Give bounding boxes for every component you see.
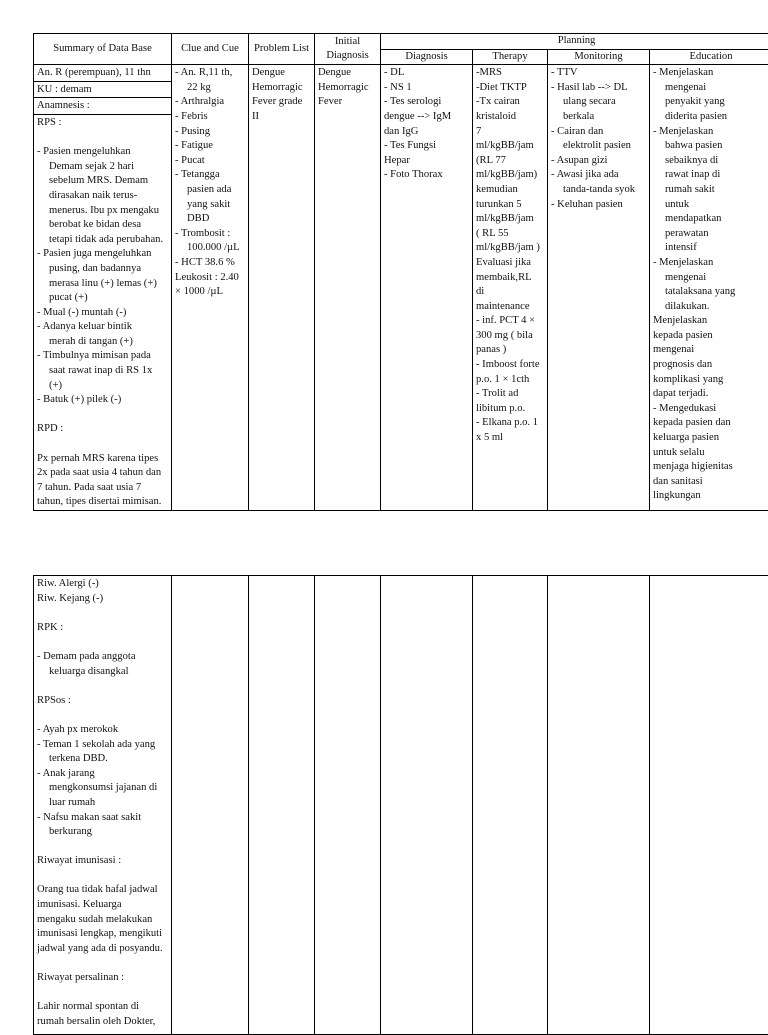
header-monitoring: Monitoring: [548, 49, 650, 65]
text-line: [37, 869, 168, 884]
text-line: II: [252, 110, 311, 125]
text-line: imunisasi. Keluarga: [37, 898, 168, 913]
text-line: - Keluhan pasien: [551, 198, 646, 213]
text-line: - Foto Thorax: [384, 168, 469, 183]
text-line: 7: [476, 125, 544, 140]
text-line: penyakit yang: [653, 95, 768, 110]
text-line: - Nafsu makan saat sakit: [37, 811, 168, 826]
text-line: - Trolit ad: [476, 387, 544, 402]
text-line: - HCT 38.6 %: [175, 256, 245, 271]
text-line: diderita pasien: [653, 110, 768, 125]
therapy-cell-continued: [473, 576, 548, 1035]
clue-cell: [172, 65, 249, 511]
header-diagnosis: Diagnosis: [381, 49, 473, 65]
text-line: [37, 635, 168, 650]
text-line: berobat ke bidan desa: [37, 218, 168, 233]
text-line: keluarga pasien: [653, 431, 768, 446]
text-line: dengue --> IgM: [384, 110, 469, 125]
text-line: RPD :: [37, 422, 168, 437]
text-line: - Awasi jika ada: [551, 168, 646, 183]
text-line: Menjelaskan: [653, 314, 768, 329]
text-line: -MRS: [476, 66, 544, 81]
text-line: membaik,RL: [476, 271, 544, 286]
text-line: - Fatigue: [175, 139, 245, 154]
text-line: dan sanitasi: [653, 475, 768, 490]
text-line: Dengue: [318, 66, 377, 81]
text-line: Dengue: [252, 66, 311, 81]
text-line: [37, 708, 168, 723]
header-education: Education: [650, 49, 768, 65]
text-line: merasa linu (+) lemas (+): [37, 277, 168, 292]
text-line: terkena DBD.: [37, 752, 168, 767]
text-line: Hemorragic: [252, 81, 311, 96]
problem-cell-continued: [249, 576, 315, 1035]
text-line: Leukosit : 2.40: [175, 271, 245, 286]
text-line: ( RL 55: [476, 227, 544, 242]
problem-cell: [249, 65, 315, 511]
diagnosis-cell: [381, 65, 473, 511]
text-line: Fever: [318, 95, 377, 110]
text-line: imunisasi lengkap, mengikuti: [37, 927, 168, 942]
text-line: merah di tangan (+): [37, 335, 168, 350]
text-line: dilakukan.: [653, 300, 768, 315]
text-line: - Timbulnya mimisan pada: [37, 349, 168, 364]
text-line: mengaku sudah melakukan: [37, 913, 168, 928]
text-line: yang sakit: [175, 198, 245, 213]
assessment-table: [33, 33, 768, 511]
text-line: intensif: [653, 241, 768, 256]
text-line: - Tes serologi: [384, 95, 469, 110]
text-line: - Teman 1 sekolah ada yang: [37, 738, 168, 753]
text-line: (+): [37, 379, 168, 394]
text-line: Px pernah MRS karena tipes: [37, 452, 168, 467]
text-line: pasien ada: [175, 183, 245, 198]
text-line: mendapatkan: [653, 212, 768, 227]
text-line: 300 mg ( bila: [476, 329, 544, 344]
initial-diagnosis-cell: [315, 65, 381, 511]
text-line: - Trombosit :: [175, 227, 245, 242]
text-line: panas ): [476, 343, 544, 358]
text-line: - Anak jarang: [37, 767, 168, 782]
text-line: - Mual (-) muntah (-): [37, 306, 168, 321]
text-line: menerus. Ibu px mengaku: [37, 204, 168, 219]
text-line: - Tes Fungsi: [384, 139, 469, 154]
text-line: 7 tahun. Pada saat usia 7: [37, 481, 168, 496]
text-line: mengenai: [653, 271, 768, 286]
header-initial-diagnosis: Initial Diagnosis: [315, 34, 381, 65]
text-line: RPS :: [37, 116, 168, 131]
text-line: mengenai: [653, 343, 768, 358]
clue-cell-continued: [172, 576, 249, 1035]
text-line: - TTV: [551, 66, 646, 81]
text-line: berkala: [551, 110, 646, 125]
text-line: - Arthralgia: [175, 95, 245, 110]
summary-ku: KU : demam: [34, 81, 172, 98]
text-line: rumah bersalin oleh Dokter,: [37, 1015, 168, 1030]
text-line: - Demam pada anggota: [37, 650, 168, 665]
text-line: - Tetangga: [175, 168, 245, 183]
text-line: - Pasien mengeluhkan: [37, 145, 168, 160]
summary-history-continued: [34, 576, 172, 1035]
text-line: DBD: [175, 212, 245, 227]
text-line: Riwayat imunisasi :: [37, 854, 168, 869]
text-line: ml/kgBB/jam: [476, 139, 544, 154]
diagnosis-cell-continued: [381, 576, 473, 1035]
text-line: untuk selalu: [653, 446, 768, 461]
text-line: di: [476, 285, 544, 300]
education-cell-continued: [650, 576, 768, 1035]
initial-cell-continued: [315, 576, 381, 1035]
text-line: Riwayat persalinan :: [37, 971, 168, 986]
text-line: - Adanya keluar bintik: [37, 320, 168, 335]
text-line: [37, 956, 168, 971]
text-line: libitum p.o.: [476, 402, 544, 417]
text-line: × 1000 /µL: [175, 285, 245, 300]
text-line: dapat terjadi.: [653, 387, 768, 402]
text-line: [37, 986, 168, 1001]
text-line: tetapi tidak ada perubahan.: [37, 233, 168, 248]
summary-anamnesis: Anamnesis :: [34, 98, 172, 115]
text-line: - NS 1: [384, 81, 469, 96]
text-line: rawat inap di: [653, 168, 768, 183]
text-line: bahwa pasien: [653, 139, 768, 154]
text-line: 22 kg: [175, 81, 245, 96]
text-line: -Diet TKTP: [476, 81, 544, 96]
text-line: keluarga disangkal: [37, 665, 168, 680]
text-line: [37, 437, 168, 452]
text-line: ml/kgBB/jam ): [476, 241, 544, 256]
text-line: prognosis dan: [653, 358, 768, 373]
text-line: 100.000 /µL: [175, 241, 245, 256]
text-line: sebelum MRS. Demam: [37, 174, 168, 189]
text-line: - An. R,11 th,: [175, 66, 245, 81]
text-line: kepada pasien dan: [653, 416, 768, 431]
text-line: - Asupan gizi: [551, 154, 646, 169]
text-line: kemudian: [476, 183, 544, 198]
text-line: - Elkana p.o. 1: [476, 416, 544, 431]
text-line: - DL: [384, 66, 469, 81]
text-line: Lahir normal spontan di: [37, 1000, 168, 1015]
text-line: Riw. Kejang (-): [37, 592, 168, 607]
text-line: lingkungan: [653, 489, 768, 504]
text-line: 2x pada saat usia 4 tahun dan: [37, 466, 168, 481]
text-line: kepada pasien: [653, 329, 768, 344]
summary-patient: An. R (perempuan), 11 thn: [34, 65, 172, 82]
text-line: saat rawat inap di RS 1x: [37, 364, 168, 379]
text-line: - Hasil lab --> DL: [551, 81, 646, 96]
text-line: luar rumah: [37, 796, 168, 811]
text-line: Hepar: [384, 154, 469, 169]
text-line: Evaluasi jika: [476, 256, 544, 271]
text-line: - inf. PCT 4 ×: [476, 314, 544, 329]
text-line: - Imboost forte: [476, 358, 544, 373]
therapy-cell: [473, 65, 548, 511]
text-line: komplikasi yang: [653, 373, 768, 388]
text-line: maintenance: [476, 300, 544, 315]
text-line: [37, 679, 168, 694]
text-line: pusing, dan badannya: [37, 262, 168, 277]
education-cell: [650, 65, 768, 511]
text-line: - Pasien juga mengeluhkan: [37, 247, 168, 262]
text-line: tatalaksana yang: [653, 285, 768, 300]
text-line: elektrolit pasien: [551, 139, 646, 154]
text-line: ml/kgBB/jam): [476, 168, 544, 183]
text-line: -Tx cairan: [476, 95, 544, 110]
text-line: tanda-tanda syok: [551, 183, 646, 198]
text-line: sebaiknya di: [653, 154, 768, 169]
text-line: ulang secara: [551, 95, 646, 110]
text-line: (RL 77: [476, 154, 544, 169]
text-line: turunkan 5: [476, 198, 544, 213]
text-line: tahun, tipes disertai mimisan.: [37, 495, 168, 510]
text-line: perawatan: [653, 227, 768, 242]
text-line: dirasakan naik terus-: [37, 189, 168, 204]
text-line: Fever grade: [252, 95, 311, 110]
header-clue: Clue and Cue: [172, 34, 249, 65]
header-planning: Planning: [381, 34, 768, 50]
monitoring-cell: [548, 65, 650, 511]
text-line: - Menjelaskan: [653, 125, 768, 140]
text-line: - Mengedukasi: [653, 402, 768, 417]
text-line: - Pucat: [175, 154, 245, 169]
text-line: [37, 131, 168, 146]
text-line: - Febris: [175, 110, 245, 125]
text-line: p.o. 1 × 1cth: [476, 373, 544, 388]
text-line: mengkonsumsi jajanan di: [37, 781, 168, 796]
text-line: berkurang: [37, 825, 168, 840]
summary-rps-rpd: [34, 114, 172, 510]
text-line: menjaga higienitas: [653, 460, 768, 475]
text-line: ml/kgBB/jam: [476, 212, 544, 227]
text-line: x 5 ml: [476, 431, 544, 446]
text-line: jadwal yang ada di posyandu.: [37, 942, 168, 957]
text-line: - Ayah px merokok: [37, 723, 168, 738]
text-line: Hemorragic: [318, 81, 377, 96]
monitoring-cell-continued: [548, 576, 650, 1035]
text-line: - Pusing: [175, 125, 245, 140]
text-line: Orang tua tidak hafal jadwal: [37, 883, 168, 898]
text-line: [37, 840, 168, 855]
text-line: RPSos :: [37, 694, 168, 709]
text-line: [37, 408, 168, 423]
header-problem-list: Problem List: [249, 34, 315, 65]
text-line: Riw. Alergi (-): [37, 577, 168, 592]
assessment-table-continued: [33, 575, 768, 1035]
text-line: - Batuk (+) pilek (-): [37, 393, 168, 408]
text-line: rumah sakit: [653, 183, 768, 198]
text-line: - Menjelaskan: [653, 66, 768, 81]
text-line: kristaloid: [476, 110, 544, 125]
text-line: - Menjelaskan: [653, 256, 768, 271]
text-line: - Cairan dan: [551, 125, 646, 140]
header-therapy: Therapy: [473, 49, 548, 65]
header-summary: Summary of Data Base: [34, 34, 172, 65]
text-line: [37, 606, 168, 621]
text-line: mengenai: [653, 81, 768, 96]
text-line: pucat (+): [37, 291, 168, 306]
text-line: dan IgG: [384, 125, 469, 140]
text-line: untuk: [653, 198, 768, 213]
text-line: RPK :: [37, 621, 168, 636]
text-line: Demam sejak 2 hari: [37, 160, 168, 175]
